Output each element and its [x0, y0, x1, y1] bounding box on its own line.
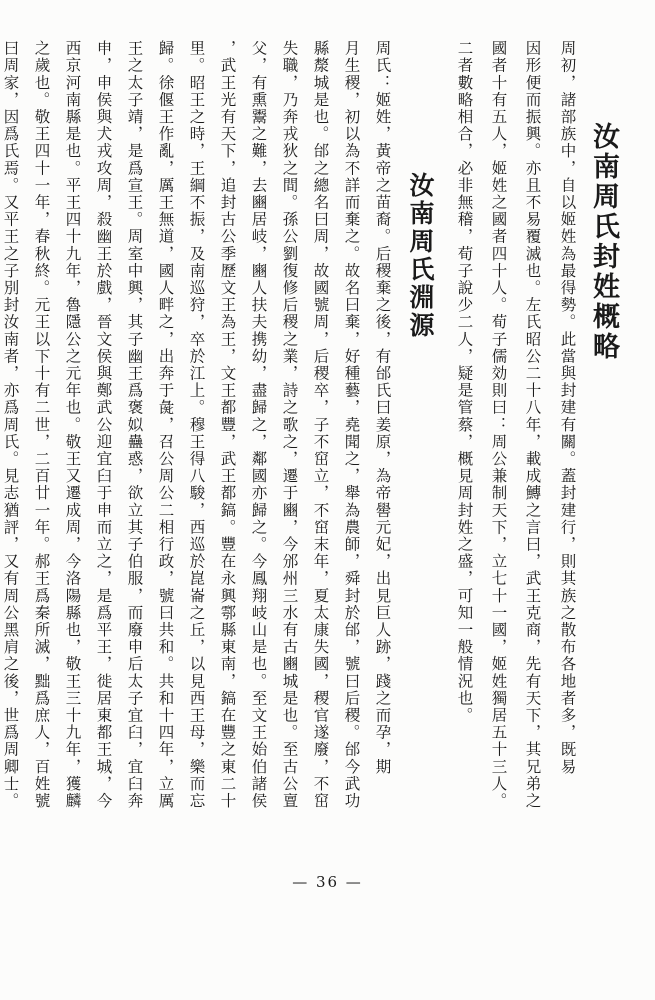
section2-column-13: 曰周家，因爲氏焉。又平王之子別封汝南者，亦爲周氏。見志猶評，又有周公黑肩之後，世爲周卿士。 — [1, 40, 20, 810]
section1-column-4: 二者數略相合，必非無稽，荀子說少二人，疑是管蔡，概見周封姓之盛，可知一般情況也。 — [455, 40, 474, 724]
section2-column-5: 父，有熏鬻之難，去豳居岐，豳人扶夫携幼，盡歸之，鄰國亦歸之。今鳳翔岐山是也。至文王始伯諸侯 — [249, 40, 268, 810]
section2-column-8: 歸。徐偃王作亂，厲王無道，國人畔之，出奔于彘，召公周公二相行政，號曰共和。共和十四年，立厲 — [156, 40, 175, 810]
section2-column-12: 之歲也。敬王四十一年，春秋終。元王以下十有二世，二百廿一年。郝王爲秦所滅，黜爲庶人，百姓號 — [32, 40, 51, 810]
section2-column-1: 周氏：姬姓，黃帝之苗裔。后稷棄之後，有邰氏曰姜原，為帝嚳元妃，出見巨人跡，踐之而孕，期 — [373, 40, 392, 776]
vertical-text-block — [1, 40, 619, 860]
section2-column-6: ，武王光有天下，追封古公季歷文王為王，文王都豐，武王都鎬。豐在永興鄠縣東南，鎬在豐之東二十 — [218, 40, 237, 810]
section1-title: 汝南周氏封姓概略 — [588, 122, 619, 362]
section1-column-3: 國者十有五人，姬姓之國者四十人。荀子儒効則曰：周公兼制天下，立七十一國，姬姓獨居五十三人。 — [489, 40, 508, 810]
section2-title: 汝南周氏淵源 — [406, 172, 435, 340]
section1-column-1: 周初，諸部族中，自以姬姓為最得勢。此當與封建有關。蓋封建行，則其族之散布各地者多，既易 — [558, 40, 577, 776]
section2-column-11: 西京河南縣是也。平王四十九年，魯隱公之元年也。敬王又遷成周，今洛陽縣也，敬王三十九年，獲麟 — [63, 40, 82, 810]
section2-column-7: 里。昭王之時，王綱不振，及南巡狩，卒於江上。穆王得八駿，西巡於崑崙之丘，以見西王母，樂而忘 — [187, 40, 206, 810]
section2-column-10: 申，申侯與犬戎攻周，殺幽王於戲，晉文侯與鄭武公迎宜臼于申而立之，是爲平王，徙居東都王城，今 — [94, 40, 113, 810]
section1-column-2: 因形便而振興。亦且不易覆滅也。左氏昭公二十八年，載成鱄之言曰，武王克商，先有天下，其兄弟之 — [523, 40, 542, 810]
section2-column-3: 縣漦城是也。邰之總名曰周，故國號周，后稷卒，子不窋立，不窋末年，夏太康失國，稷官遂廢，不窋 — [311, 40, 330, 810]
page-number: — 36 — — [292, 873, 363, 891]
section2-column-9: 王之太子靖，是爲宣王。周室中興，其子幽王爲褒姒蠱惑，欲立其子伯服，而廢申后太子宜臼，宜臼奔 — [125, 40, 144, 810]
section2-column-4: 失職，乃奔戎狄之間。孫公劉復修后稷之業，詩之歌之，遷于豳，今邠州三水有古豳城是也。至古公亶 — [280, 40, 299, 810]
section2-column-2: 月生稷，初以為不詳而棄之。故名曰棄，好種藝，堯聞之，舉為農師，舜封於邰，號曰后稷。邰今武功 — [342, 40, 361, 810]
